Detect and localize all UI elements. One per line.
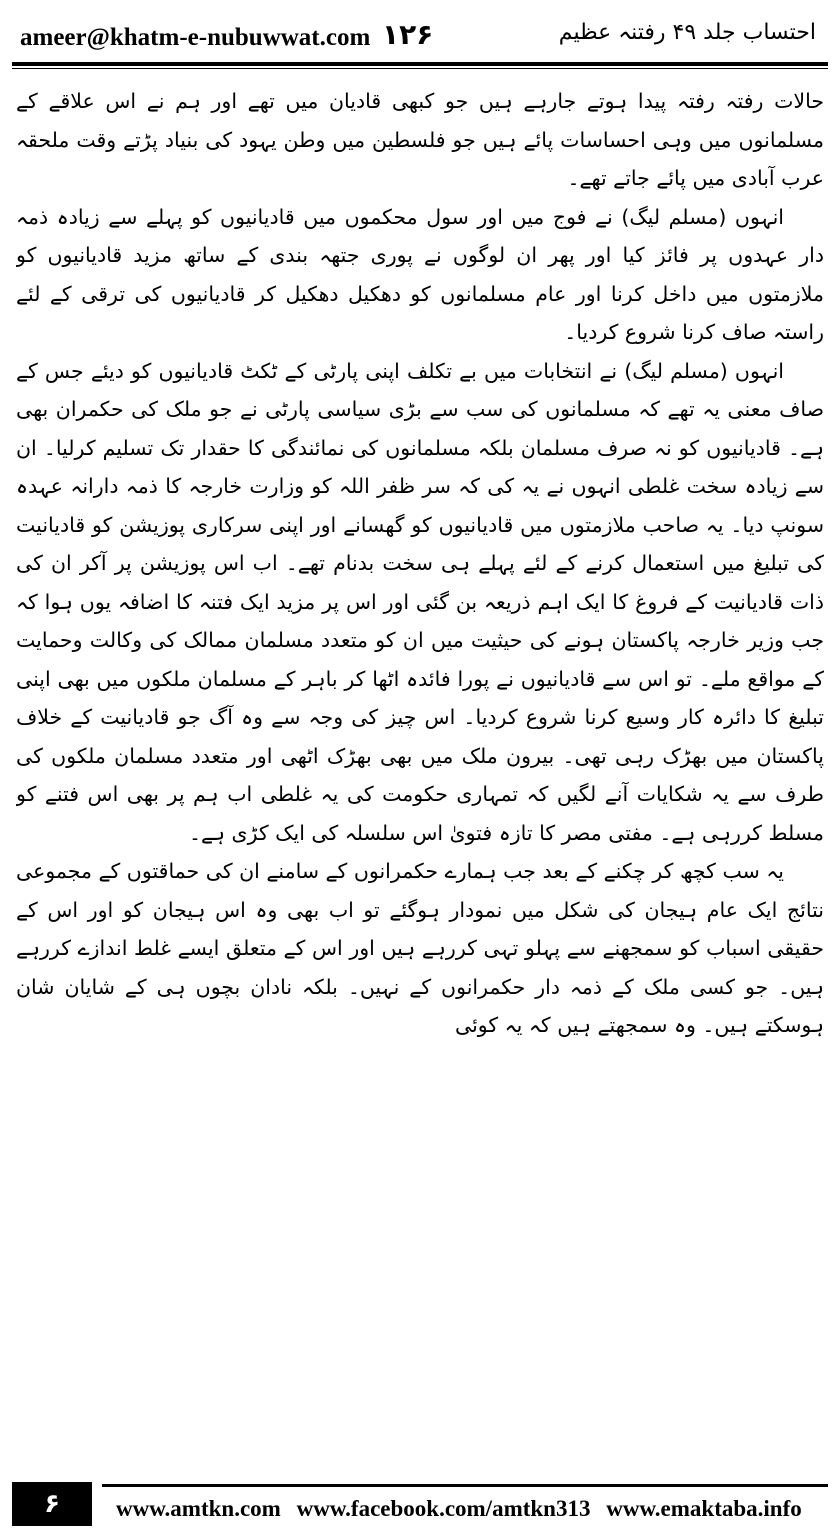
- footer-url-emaktaba[interactable]: www.emaktaba.info: [606, 1496, 802, 1521]
- paragraph-2: انہوں (مسلم لیگ) نے فوج میں اور سول محکموں میں قادیانیوں کو پہلے سے زیادہ ذمہ دار عہدوں پر فائز کیا اور پھر ان لوگوں نے پوری جتھہ بندی کے ساتھ مزید قادیانیوں کو ملازمتوں میں داخل کرنا اور عام مسلمانوں کو دھکیل دھکیل کر قادیانیوں کی ترقی کے لئے راستہ صاف کرنا شروع کردیا۔: [16, 204, 824, 344]
- header-email: ameer@khatm-e-nubuwwat.com: [20, 24, 371, 51]
- page-footer: [12, 1482, 828, 1526]
- paragraph-1: حالات رفتہ رفتہ پیدا ہوتے جارہے ہیں جو کبھی قادیان میں تھے اور ہم نے اس علاقے کے مسلمانوں میں وہی احساسات پائے ہیں جو فلسطین میں وطن یہود کی بنیاد پڑتے وقت ملحقہ عرب آبادی میں پائے جاتے تھے۔: [16, 89, 824, 190]
- footer-rule: [102, 1484, 828, 1487]
- footer-url-amtkn[interactable]: www.amtkn.com: [116, 1496, 281, 1521]
- page-body: [16, 82, 824, 1467]
- paragraph-3: انہوں (مسلم لیگ) نے انتخابات میں بے تکلف اپنی پارٹی کے ٹکٹ قادیانیوں کو دیئے جس کے صاف معنی یہ تھے کہ مسلمانوں کی سب سے بڑی سیاسی پارٹی نے جو ملک کی حکمران بھی ہے۔ قادیانیوں کو نہ صرف مسلمان بلکہ مسلمانوں کی نمائندگی کا حقدار تک تسلیم کرلیا۔ ان سے زیادہ سخت غلطی انہوں نے یہ کی کہ سر ظفر اللہ کو وزارت خارجہ کا ذمہ دارانہ عہدہ سونپ دیا۔ یہ صاحب ملازمتوں میں قادیانیوں کو گھسانے اور اپنی سرکاری پوزیشن کو قادیانیت کی تبلیغ میں استعمال کرنے کے لئے پہلے ہی سخت بدنام تھے۔ اب اس پوزیشن پر آکر ان کی ذات قادیانیت کے فروغ کا ایک اہم ذریعہ بن گئی اور اس پر مزید ایک فتنہ کا اضافہ یوں ہوا کہ جب وزیر خارجہ پاکستان ہونے کی حیثیت میں ان کو متعدد مسلمان ممالک کی وکالت وحمایت کے مواقع ملے۔ تو اس سے قادیانیوں نے پورا فائدہ اٹھا کر باہر کے مسلمان ملکوں میں بھی اپنی تبلیغ کا دائرہ کار وسیع کرنا شروع کردیا۔ اس چیز کی وجہ سے وہ آگ جو قادیانیت کے خلاف پاکستان میں بھڑک رہی تھی۔ بیرون ملک میں بھی بھڑک اٹھی اور متعدد مسلمان ملکوں کی طرف سے یہ شکایات آنے لگیں کہ تمہاری حکومت کی یہ غلطی اب ہم پر بھی اس فتنے کو مسلط کررہی ہے۔ مفتی مصر کا تازہ فتویٰ اس سلسلہ کی ایک کڑی ہے۔: [16, 358, 824, 845]
- paragraph-4: یہ سب کچھ کر چکنے کے بعد جب ہمارے حکمرانوں کے سامنے ان کی حماقتوں کے مجموعی نتائج ایک عام ہیجان کی شکل میں نمودار ہوگئے تو اب بھی وہ اس ہیجان کو اور اس کے حقیقی اسباب کو سمجھنے سے پہلو تہی کررہے ہیں اور اس کے متعلق ایسے غلط اندازے کررہے ہیں۔ جو کسی ملک کے ذمہ دار حکمرانوں کے نہیں۔ بلکہ نادان بچوں ہی کے شایان شان ہوسکتے ہیں۔ وہ سمجھتے ہیں کہ یہ کوئی: [16, 859, 824, 1037]
- header-book-title: احتساب جلد ۴۹ رفتنہ عظیم: [558, 20, 816, 45]
- header-rule-thin: [12, 68, 828, 69]
- page-header: [12, 14, 828, 60]
- footer-urls: [116, 1496, 828, 1522]
- footer-page-box: ۶: [12, 1482, 92, 1526]
- header-page-number: ۱۲۶: [382, 18, 434, 51]
- footer-url-facebook[interactable]: www.facebook.com/amtkn313: [296, 1496, 591, 1521]
- header-rule: [12, 62, 828, 66]
